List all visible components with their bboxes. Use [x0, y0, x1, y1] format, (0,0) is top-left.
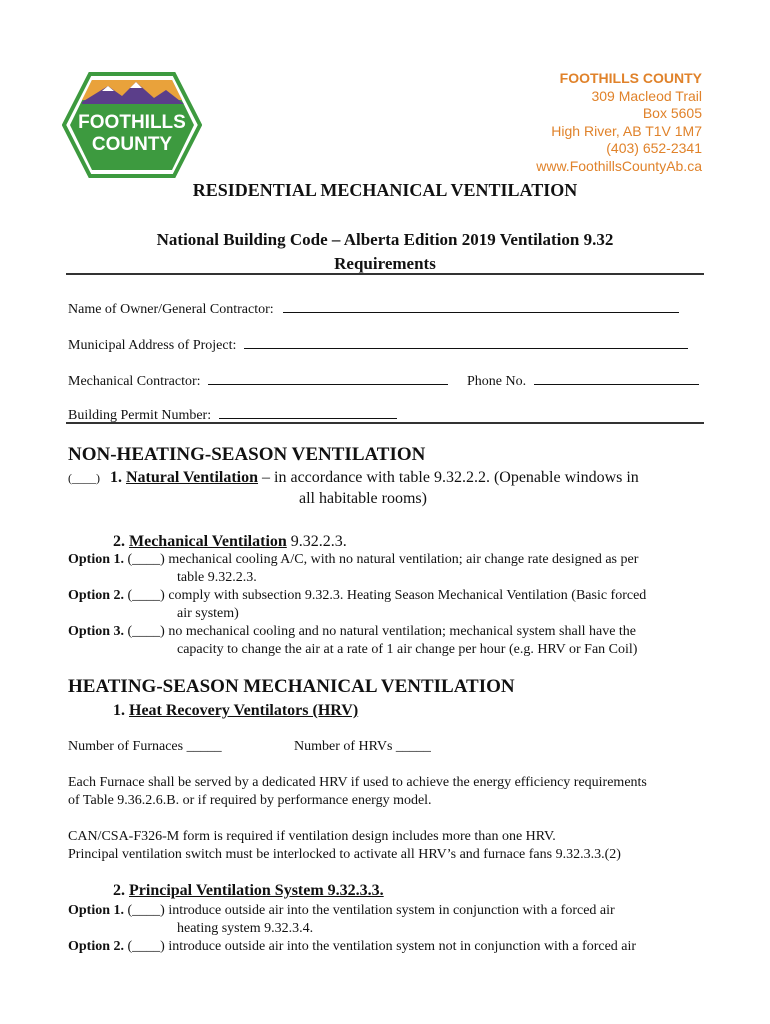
option-checkbox[interactable]: (____): [127, 552, 165, 567]
principal-title: Principal Ventilation System 9.32.3.3.: [129, 882, 384, 899]
option-text: introduce outside air into the ventilation system in conjunction with a forced air: [164, 903, 615, 918]
foothills-county-logo: [62, 72, 202, 178]
mechanical-ventilation-title: Mechanical Ventilation: [129, 533, 287, 550]
contractor-label: Mechanical Contractor:: [68, 374, 201, 389]
hrv-number: 1.: [113, 702, 125, 719]
permit-input[interactable]: [219, 404, 397, 419]
natural-ventilation-title: Natural Ventilation: [126, 469, 259, 486]
subtitle-line-1: National Building Code – Alberta Edition 2019 Ventilation 9.32: [156, 230, 614, 249]
option-checkbox[interactable]: (____): [127, 624, 165, 639]
hrv-title: Heat Recovery Ventilators (HRV): [129, 702, 359, 719]
furnace-paragraph-line-2: of Table 9.36.2.6.B. or if required by performance energy model.: [68, 793, 432, 808]
phone-input[interactable]: [534, 370, 699, 385]
address-field: [68, 334, 688, 354]
address-line-1: 309 Macleod Trail: [591, 87, 702, 104]
logo-text-line1: FOOTHILLS: [78, 112, 186, 133]
item2-number: 2.: [113, 533, 125, 550]
non-heating-option-2: [68, 587, 708, 623]
option-text: no mechanical cooling and no natural ventilation; mechanical system shall have the: [164, 624, 637, 639]
option-label: Option 2.: [68, 939, 125, 954]
phone-field: [467, 370, 699, 390]
document-subtitle: [80, 228, 690, 276]
csa-paragraph-line-1: CAN/CSA-F326-M form is required if ventilation design includes more than one HRV.: [68, 829, 556, 844]
owner-input[interactable]: [283, 298, 679, 313]
principal-ventilation-item: [113, 880, 384, 901]
address-label: Municipal Address of Project:: [68, 338, 237, 353]
permit-label: Building Permit Number:: [68, 408, 212, 423]
option-text-cont: capacity to change the air at a rate of 1 air change per hour (e.g. HRV or Fan Coil): [177, 642, 638, 657]
subtitle-line-2: Requirements: [334, 254, 436, 273]
option-checkbox[interactable]: (____): [127, 588, 165, 603]
contractor-field: [68, 370, 448, 390]
option-label: Option 3.: [68, 624, 125, 639]
option-text-cont: table 9.32.2.3.: [177, 570, 257, 585]
document-title: RESIDENTIAL MECHANICAL VENTILATION: [192, 180, 578, 200]
address-line-2: Box 5605: [642, 105, 702, 121]
title-divider: [66, 273, 704, 275]
furnace-paragraph: [68, 774, 718, 810]
option-text-cont: heating system 9.32.3.4.: [177, 921, 314, 936]
contractor-input[interactable]: [208, 370, 448, 385]
phone-number: (403) 652-2341: [606, 140, 702, 156]
owner-field: [68, 298, 679, 318]
option-text: introduce outside air into the ventilation system not in conjunction with a forced air: [164, 939, 637, 954]
contact-block: [536, 70, 702, 175]
natural-ventilation-item: [68, 467, 708, 489]
phone-label: Phone No.: [467, 374, 527, 389]
address-input[interactable]: [244, 334, 688, 349]
natural-ventilation-text-cont: all habitable rooms): [299, 490, 427, 507]
logo-text-line2: COUNTY: [91, 134, 173, 155]
option-text: mechanical cooling A/C, with no natural ventilation; air change rate designed as per: [164, 552, 639, 567]
natural-ventilation-checkbox[interactable]: (____): [68, 471, 100, 485]
address-line-3: High River, AB T1V 1M7: [551, 122, 702, 139]
permit-field: [68, 404, 397, 424]
natural-ventilation-text: – in accordance with table 9.32.2.2. (Openable windows in: [258, 469, 639, 486]
fields-divider: [66, 422, 704, 424]
heating-option-2: [68, 938, 708, 956]
non-heating-option-1: [68, 551, 708, 587]
furnaces-count[interactable]: Number of Furnaces _____: [68, 739, 222, 754]
hrvs-count[interactable]: Number of HRVs _____: [294, 739, 431, 754]
principal-number: 2.: [113, 882, 125, 899]
option-text: comply with subsection 9.32.3. Heating Season Mechanical Ventilation (Basic forced: [164, 588, 647, 603]
hrv-item: [113, 700, 358, 721]
option-label: Option 1.: [68, 552, 125, 567]
mechanical-ventilation-ref: 9.32.2.3.: [286, 533, 347, 550]
option-label: Option 1.: [68, 903, 125, 918]
option-label: Option 2.: [68, 588, 125, 603]
org-name: FOOTHILLS COUNTY: [559, 70, 702, 86]
option-checkbox[interactable]: (____): [127, 939, 165, 954]
non-heating-option-3: [68, 623, 708, 659]
item1-number: 1.: [110, 469, 122, 486]
option-text-cont: air system): [177, 606, 239, 621]
mechanical-ventilation-item: [113, 531, 347, 552]
csa-paragraph: [68, 828, 718, 864]
option-checkbox[interactable]: (____): [127, 903, 165, 918]
website-link[interactable]: www.FoothillsCountyAb.ca: [536, 157, 702, 174]
heating-heading: HEATING-SEASON MECHANICAL VENTILATION: [68, 676, 515, 697]
non-heating-heading: NON-HEATING-SEASON VENTILATION: [68, 444, 426, 465]
furnace-paragraph-line-1: Each Furnace shall be served by a dedicated HRV if used to achieve the energy efficiency requirements: [68, 775, 647, 790]
owner-label: Name of Owner/General Contractor:: [68, 302, 274, 317]
csa-paragraph-line-2: Principal ventilation switch must be interlocked to activate all HRV’s and furnace fans 9.32.3.3.(2): [68, 847, 621, 862]
heating-option-1: [68, 902, 708, 938]
